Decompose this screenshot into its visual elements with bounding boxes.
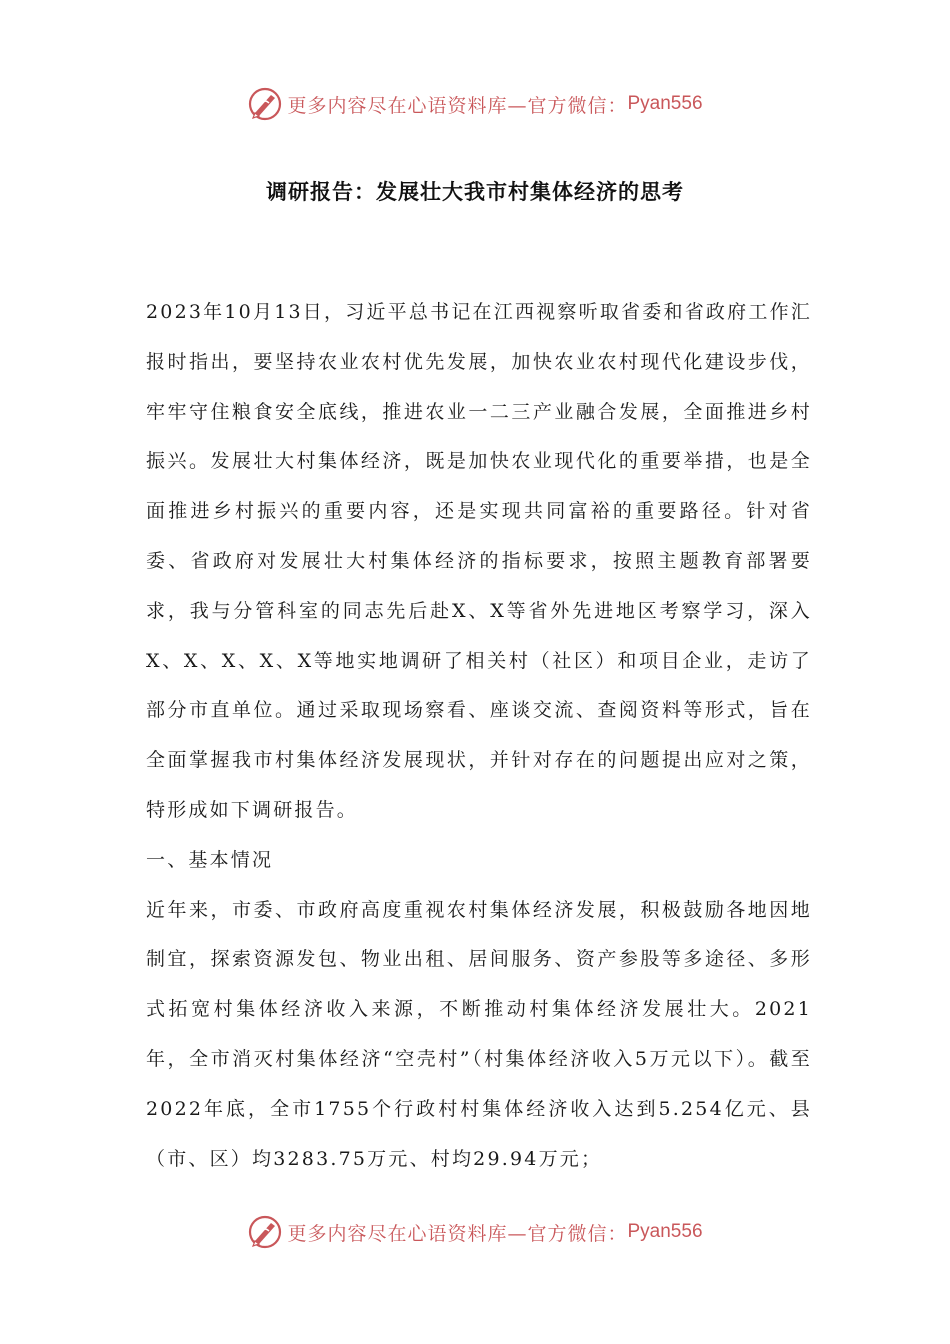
document-body (146, 288, 812, 1184)
document-title: 调研报告：发展壮大我市村集体经济的思考 (266, 180, 684, 204)
pen-logo-icon (247, 1214, 283, 1250)
footer-watermark (0, 1212, 950, 1252)
watermark-wechat-id: Pyan556 (627, 1221, 703, 1242)
watermark-text: 更多内容尽在心语资料库—官方微信： (287, 94, 628, 117)
watermark-wechat-id: Pyan556 (627, 93, 703, 114)
intro-paragraph: 2023年10月13日，习近平总书记在江西视察听取省委和省政府工作汇报时指出，要坚持农业农村优先发展，加快农业农村现代化建设步伐，牢牢守住粮食安全底线，推进农业一二三产业融合发展，全面推进乡村振兴。发展壮大村集体经济，既是加快农业现代化的重要举措，也是全面推进乡村振兴的重要内容，还是实现共同富裕的重要路径。针对省委、省政府对发展壮大村集体经济的指标要求，按照主题教育部署要求，我与分管科室的同志先后赴X、X等省外先进地区考察学习，深入X、X、X、X、X等地实地调研了相关村（社区）和项目企业，走访了部分市直单位。通过采取现场察看、座谈交流、查阅资料等形式，旨在全面掌握我市村集体经济发展现状，并针对存在的问题提出应对之策，特形成如下调研报告。 (146, 301, 812, 821)
watermark-text: 更多内容尽在心语资料库—官方微信： (287, 1222, 628, 1245)
pen-logo-icon (247, 86, 283, 122)
section-heading: 一、基本情况 (146, 848, 274, 871)
section-paragraph: 近年来，市委、市政府高度重视农村集体经济发展，积极鼓励各地因地制宜，探索资源发包、物业出租、居间服务、资产参股等多途径、多形式拓宽村集体经济收入来源，不断推动村集体经济发展壮大。2021年，全市消灭村集体经济“空壳村”（村集体经济收入5万元以下）。截至2022年底，全市1755个行政村村集体经济收入达到5.254亿元、县（市、区）均3283.75万元、村均29.94万元； (146, 898, 812, 1170)
header-watermark (0, 84, 950, 124)
